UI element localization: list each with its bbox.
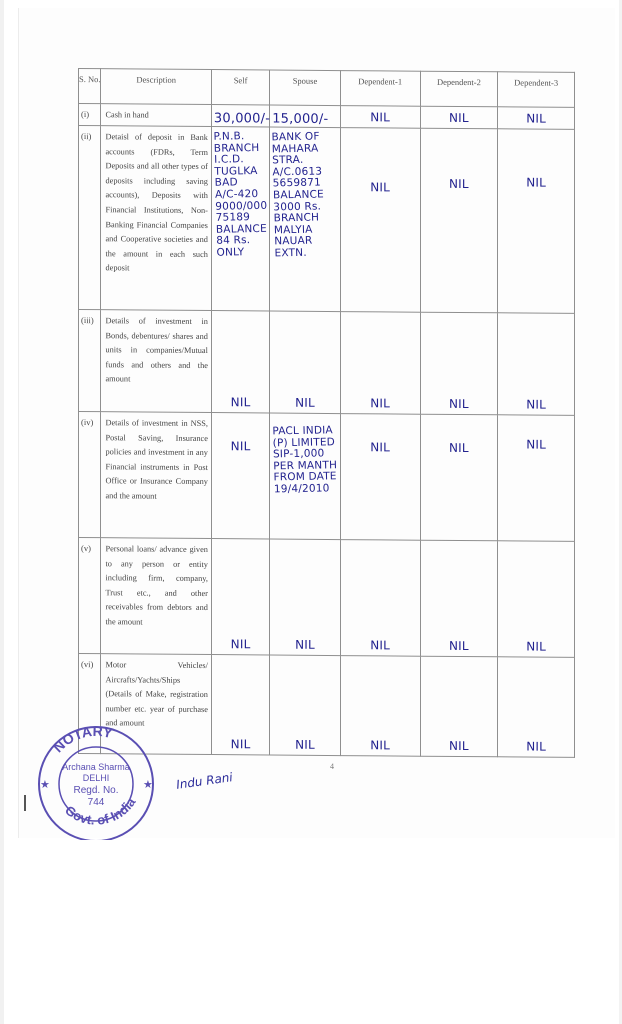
spouse-value: NIL <box>295 395 315 410</box>
header-spouse: Spouse <box>270 70 341 106</box>
header-dependent-1: Dependent-1 <box>340 71 420 107</box>
stamp-star-right-icon: ★ <box>143 779 153 791</box>
stamp-bottom-text: Govt. of India <box>62 794 139 828</box>
self-value: 30,000/- <box>213 111 271 127</box>
stamp-top-text: NOTARY <box>49 722 115 756</box>
row-number: (vi) <box>81 659 94 670</box>
dependent-3-value: NIL <box>526 437 547 452</box>
dependent-3-value: NIL <box>526 739 547 754</box>
header-sno: S. No. <box>79 69 101 104</box>
assets-table <box>78 68 575 758</box>
row-description: Details of investment in NSS, Postal Saving, Insurance policies and investment in any Financial instruments in Post Office or Insurance Company and the amount <box>105 418 208 501</box>
row-description: Detaisl of deposit in Bank accounts (FDRs, Term Deposits and all other types of deposits including saving accounts), Deposits with Financial Institutions, Non-Banking Financial Companies and Cooperative societies and the amount in each such deposit <box>105 132 208 273</box>
table-row <box>79 538 575 658</box>
table-row <box>79 126 575 314</box>
notary-stamp <box>30 722 162 840</box>
row-description: Motor Vehicles/ Aircrafts/Yachts/Ships (Details of Make, registration number etc. year of purchase and amount <box>105 660 208 728</box>
scan-edge-left <box>0 0 4 1024</box>
dependent-2-value: NIL <box>448 396 469 412</box>
dependent-1-value: NIL <box>370 440 391 455</box>
spouse-value: PACL INDIA (P) LIMITED SIP-1,000 PER MANTH FROM DATE 19/4/2010 <box>272 424 338 496</box>
dependent-2-value: NIL <box>448 638 469 654</box>
stamp-star-left-icon: ★ <box>40 779 50 791</box>
dependent-1-value: NIL <box>370 738 391 753</box>
spouse-value: NIL <box>295 637 315 652</box>
dependent-3-value: NIL <box>526 397 547 412</box>
self-value: NIL <box>230 439 251 454</box>
table-row <box>79 412 575 542</box>
margin-mark <box>24 795 26 811</box>
row-number: (i) <box>81 109 90 120</box>
stamp-name: Archana Sharma <box>62 762 130 772</box>
dependent-2-value: NIL <box>448 176 469 192</box>
dependent-3-value: NIL <box>526 639 547 654</box>
dependent-1-value: NIL <box>370 638 391 653</box>
row-number: (ii) <box>81 131 92 142</box>
header-description: Description <box>101 69 211 105</box>
self-value: NIL <box>230 637 251 652</box>
spouse-value: BANK OF MAHARA STRA. A/C.0613 5659871 BALANCE 3000 Rs. BRANCH MALYIA NAUAR EXTN. <box>271 130 325 260</box>
dependent-1-value: NIL <box>370 396 391 411</box>
dependent-3-value: NIL <box>526 111 547 126</box>
dependent-2-value: NIL <box>448 738 469 754</box>
signature: Indu Rani <box>175 770 234 792</box>
table-header-row <box>79 69 575 108</box>
self-value: NIL <box>230 737 251 752</box>
row-number: (iii) <box>81 315 94 326</box>
row-description: Details of investment in Bonds, debentures/ shares and units in companies/Mutual funds and others and the amount <box>105 316 208 384</box>
stamp-number: 744 <box>87 797 105 808</box>
header-dependent-3: Dependent-3 <box>498 72 575 108</box>
row-number: (iv) <box>81 417 94 428</box>
dependent-1-value: NIL <box>370 180 391 195</box>
header-dependent-2: Dependent-2 <box>420 71 498 107</box>
spouse-value: NIL <box>295 737 315 752</box>
header-self: Self <box>211 70 269 105</box>
dependent-2-value: NIL <box>448 110 469 126</box>
table-row <box>79 310 575 416</box>
dependent-1-value: NIL <box>370 110 391 125</box>
row-description: Cash in hand <box>105 110 149 120</box>
stamp-city: DELHI <box>82 773 110 783</box>
self-value: P.N.B. BRANCH I.C.D. TUGLKA BAD A/C-420 9000/000 75189 BALANCE 84 Rs. ONLY <box>213 130 268 259</box>
stamp-regd-label: Regd. No. <box>73 785 119 796</box>
row-number: (v) <box>81 543 91 554</box>
self-value: NIL <box>230 395 251 410</box>
page-number: 4 <box>330 762 334 771</box>
dependent-2-value: NIL <box>448 440 469 456</box>
dependent-3-value: NIL <box>526 175 547 190</box>
spouse-value: 15,000/- <box>272 111 329 127</box>
row-description: Personal loans/ advance given to any person or entity including firm, company, Trust etc., and other receivables from debtors and the amount <box>105 544 208 627</box>
